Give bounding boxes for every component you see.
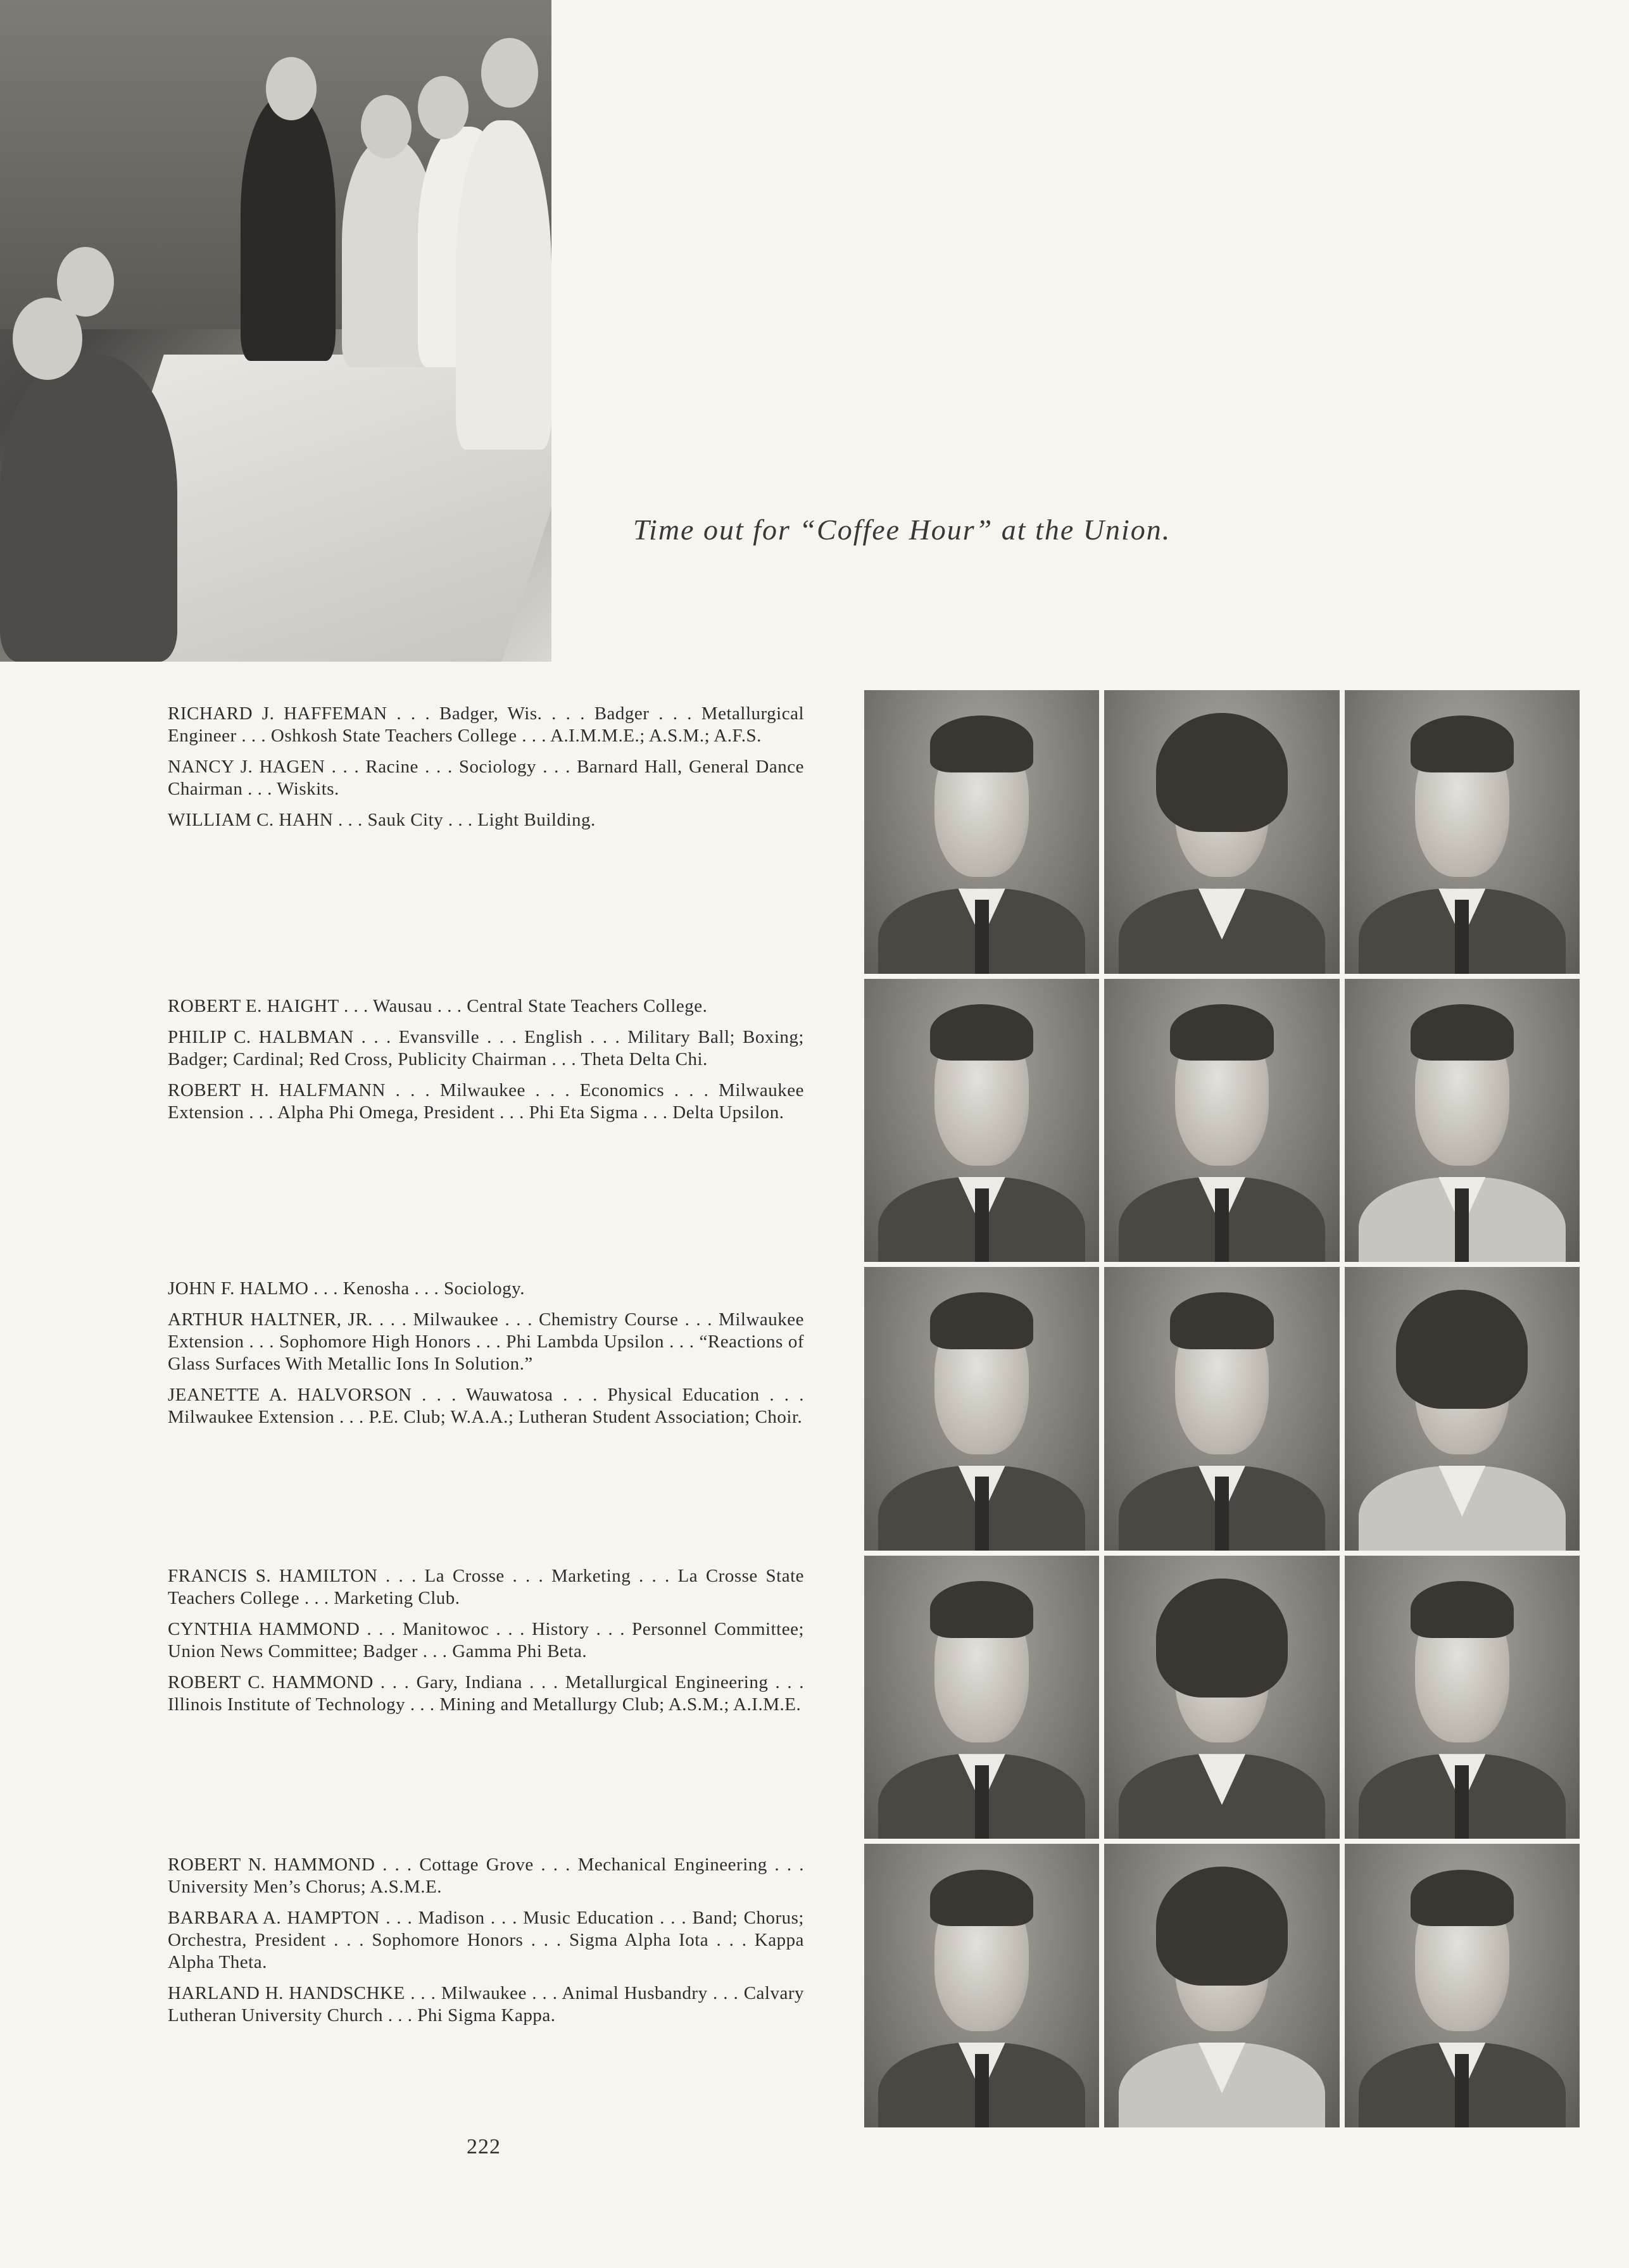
photo-person [241,95,336,361]
portrait-hair [1411,715,1514,772]
photo-face [481,38,538,108]
portrait-tie [975,1765,989,1839]
photo-person [0,355,177,662]
page-number: 222 [467,2135,501,2158]
entry-group-5 [168,1854,804,2036]
portrait-hair [1411,1581,1514,1638]
portrait-tie [1215,1188,1229,1262]
portrait-hair [930,715,1033,772]
entry-text: BARBARA A. HAMPTON . . . Madison . . . Music Education . . . Band; Chorus; Orchestra, President . . . Sophomore Honors . . . Sigma Alpha Iota . . . Kappa Alpha Theta. [168,1908,804,1972]
entry-text: JEANETTE A. HALVORSON . . . Wauwatosa . . . Physical Education . . . Milwaukee Extension . . . P.E. Club; W.A.A.; Lutheran Student Association; Choir. [168,1385,804,1427]
student-portrait [1104,979,1339,1263]
student-portrait [864,1267,1099,1551]
photo-face [266,57,317,120]
portrait-hair [1170,1004,1273,1061]
portrait-tie [1455,1188,1469,1262]
coffee-hour-photo [0,0,551,662]
portrait-tie [975,1188,989,1262]
portrait-hair [1156,713,1288,832]
photo-face [361,95,412,158]
entry-text: JOHN F. HALMO . . . Kenosha . . . Sociology. [168,1278,525,1299]
portrait-tie [1215,1477,1229,1550]
entry-text: ROBERT N. HAMMOND . . . Cottage Grove . . . Mechanical Engineering . . . University Men’s Chorus; A.S.M.E. [168,1855,804,1897]
entry-group-2 [168,995,804,1133]
student-portrait [864,1556,1099,1839]
photo-face [57,247,114,317]
portrait-hair [930,1004,1033,1061]
student-portrait [1345,1844,1580,2127]
photo-face [418,76,469,139]
entry-text: RICHARD J. HAFFEMAN . . . Badger, Wis. . . . Badger . . . Metallurgical Engineer . . . Oshkosh State Teachers College . . . A.I.M.M.E.; A.S.M.; A.F.S. [168,703,804,746]
entry-text: CYNTHIA HAMMOND . . . Manitowoc . . . History . . . Personnel Committee; Union News Committee; Badger . . . Gamma Phi Beta. [168,1619,804,1661]
portrait-tie [975,1477,989,1550]
portrait-hair [930,1581,1033,1638]
student-portrait [1104,1844,1339,2127]
portrait-tie [975,900,989,973]
entry-text: ROBERT H. HALFMANN . . . Milwaukee . . . Economics . . . Milwaukee Extension . . . Alpha Phi Omega, President . . . Phi Eta Sigma . . . Delta Upsilon. [168,1080,804,1123]
entry-text: ARTHUR HALTNER, JR. . . . Milwaukee . . . Chemistry Course . . . Milwaukee Extension . . . Sophomore High Honors . . . Phi Lambda Upsilon . . . “Reactions of Glass Surfaces With Metallic Ions In Solution.” [168,1309,804,1374]
student-portrait [1345,1267,1580,1551]
entry-text: NANCY J. HAGEN . . . Racine . . . Sociology . . . Barnard Hall, General Dance Chairman . . . Wiskits. [168,757,804,799]
portrait-hair [1156,1578,1288,1698]
entry-group-4 [168,1565,804,1725]
photo-caption: Time out for “Coffee Hour” at the Union. [633,513,1171,546]
student-portrait [864,690,1099,974]
entry-text: PHILIP C. HALBMAN . . . Evansville . . . English . . . Military Ball; Boxing; Badger; Cardinal; Red Cross, Publicity Chairman . . . Theta Delta Chi. [168,1027,804,1069]
portrait-hair [930,1870,1033,1927]
portrait-hair [930,1292,1033,1349]
portrait-hair [1156,1867,1288,1986]
entry-group-3 [168,1278,804,1437]
portrait-tie [1455,1765,1469,1839]
entry-text: ROBERT E. HAIGHT . . . Wausau . . . Central State Teachers College. [168,996,708,1016]
portrait-tie [1455,900,1469,973]
entry-text: ROBERT C. HAMMOND . . . Gary, Indiana . . . Metallurgical Engineering . . . Illinois Institute of Technology . . . Mining and Metallurgy Club; A.S.M.; A.I.M.E. [168,1672,804,1715]
entry-text: HARLAND H. HANDSCHKE . . . Milwaukee . . . Animal Husbandry . . . Calvary Lutheran University Church . . . Phi Sigma Kappa. [168,1983,804,2025]
portrait-tie [1455,2054,1469,2127]
student-portrait [1345,690,1580,974]
entry-text: WILLIAM C. HAHN . . . Sauk City . . . Light Building. [168,810,596,830]
entry-group-1 [168,703,804,840]
portrait-hair [1411,1004,1514,1061]
student-portrait [1345,1556,1580,1839]
portrait-hair [1170,1292,1273,1349]
student-portrait [1104,690,1339,974]
student-portrait [864,979,1099,1263]
student-portrait [1104,1556,1339,1839]
student-portrait [1345,979,1580,1263]
portrait-hair [1411,1870,1514,1927]
portrait-grid [864,690,1580,2127]
entry-text: FRANCIS S. HAMILTON . . . La Crosse . . . Marketing . . . La Crosse State Teachers College . . . Marketing Club. [168,1566,804,1608]
student-portrait [1104,1267,1339,1551]
student-portrait [864,1844,1099,2127]
portrait-hair [1396,1290,1528,1409]
photo-person [456,120,551,450]
portrait-tie [975,2054,989,2127]
